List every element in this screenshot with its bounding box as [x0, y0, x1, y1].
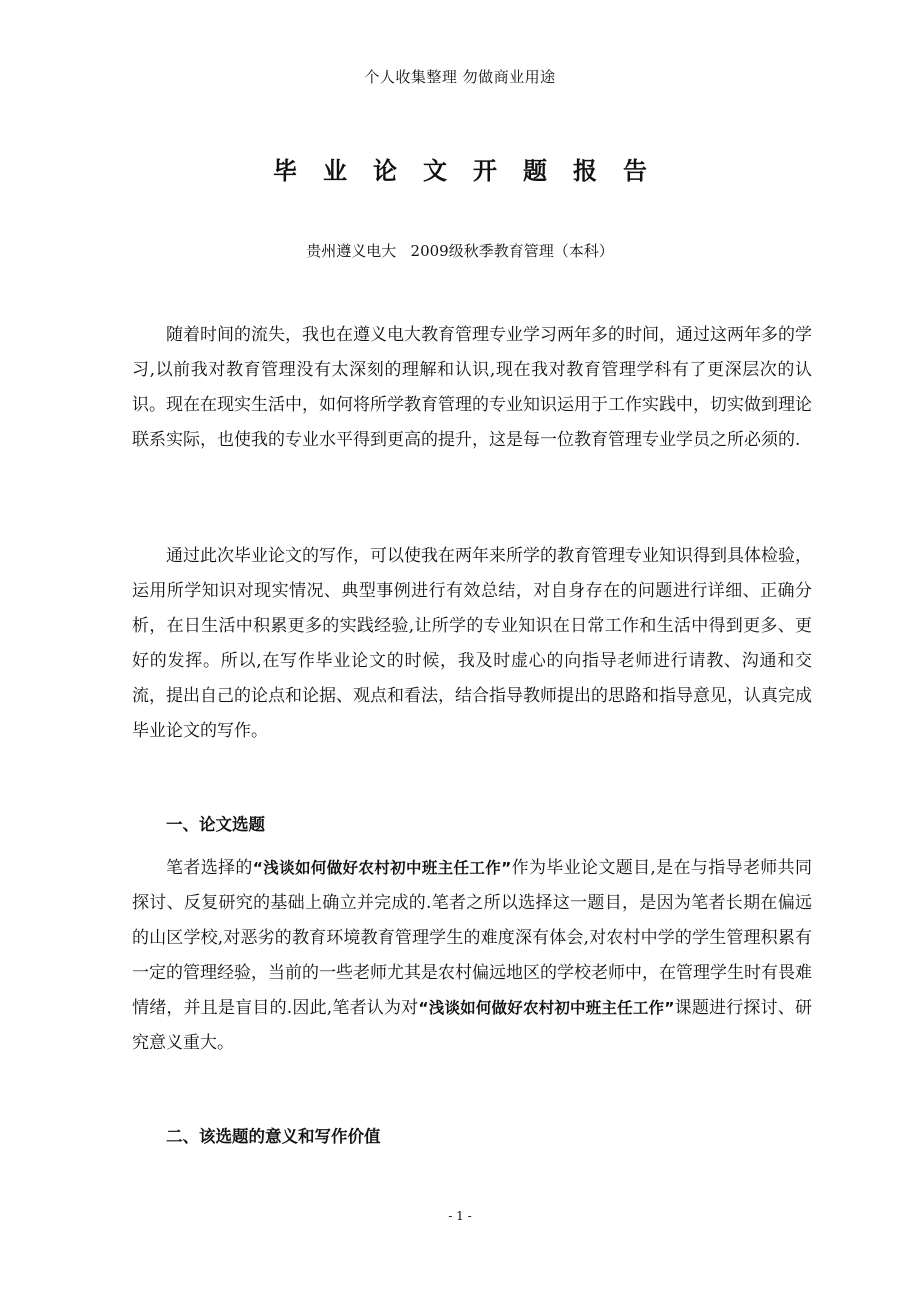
document-title: 毕业论文开题报告	[273, 157, 673, 185]
paragraph-3-middle: 作为毕业论文题目,是在与指导老师共同探讨、反复研究的基础上确立并完成的.笔者之所以选择这一题目，是因为笔者长期在偏远的山区学校,对恶劣的教育环境教育管理学生的难度深有体会,对农村中学的学生管理积累有一定的管理经验，当前的一些老师尤其是农村偏远地区的学校老师中，在管理学生时有畏难情绪，并且是盲目的.因此,笔者认为对	[132, 858, 812, 1018]
body-text-3	[132, 851, 812, 1061]
section-heading-block-1	[132, 807, 812, 842]
section-heading-2: 二、该选题的意义和写作价值	[166, 1127, 381, 1146]
paragraph-2: 通过此次毕业论文的写作，可以使我在两年来所学的教育管理专业知识得到具体检验，运用所学知识对现实情况、典型事例进行有效总结，对自身存在的问题进行详细、正确分析，在日生活中积累更多的实践经验,让所学的专业知识在日常工作和生活中得到更多、更好的发挥。所以,在写作毕业论文的时候，我及时虚心的向指导老师进行请教、沟通和交流，提出自己的论点和论据、观点和看法，结合指导教师提出的思路和指导意见，认真完成毕业论文的写作。	[132, 546, 812, 741]
body-text-2	[132, 539, 812, 749]
section-heading-1: 一、论文选题	[166, 815, 265, 834]
page-number: - 1 -	[448, 1209, 472, 1223]
paragraph-1: 随着时间的流失，我也在遵义电大教育管理专业学习两年多的时间，通过这两年多的学习,以前我对教育管理没有太深刻的理解和认识,现在我对教育管理学科有了更深层次的认识。现在在现实生活中，如何将所学教育管理的专业知识运用于工作实践中，切实做到理论联系实际，也使我的专业水平得到更高的提升，这是每一位教育管理专业学员之所必须的.	[132, 325, 812, 450]
document-subtitle: 贵州遵义电大 2009级秋季教育管理（本科）	[306, 242, 614, 260]
topic-title-2: “浅谈如何做好农村初中班主任工作”	[418, 999, 675, 1017]
paragraph-3	[132, 851, 812, 1061]
paragraph-3-lead: 笔者选择的	[166, 858, 253, 878]
paragraph-3-tail: 课题进行探讨、研究意义重大。	[132, 998, 813, 1053]
body-text	[132, 318, 812, 458]
section-heading-block-2	[132, 1119, 812, 1154]
header-note: 个人收集整理 勿做商业用途	[364, 68, 556, 86]
topic-title-1: “浅谈如何做好农村初中班主任工作”	[252, 859, 512, 877]
